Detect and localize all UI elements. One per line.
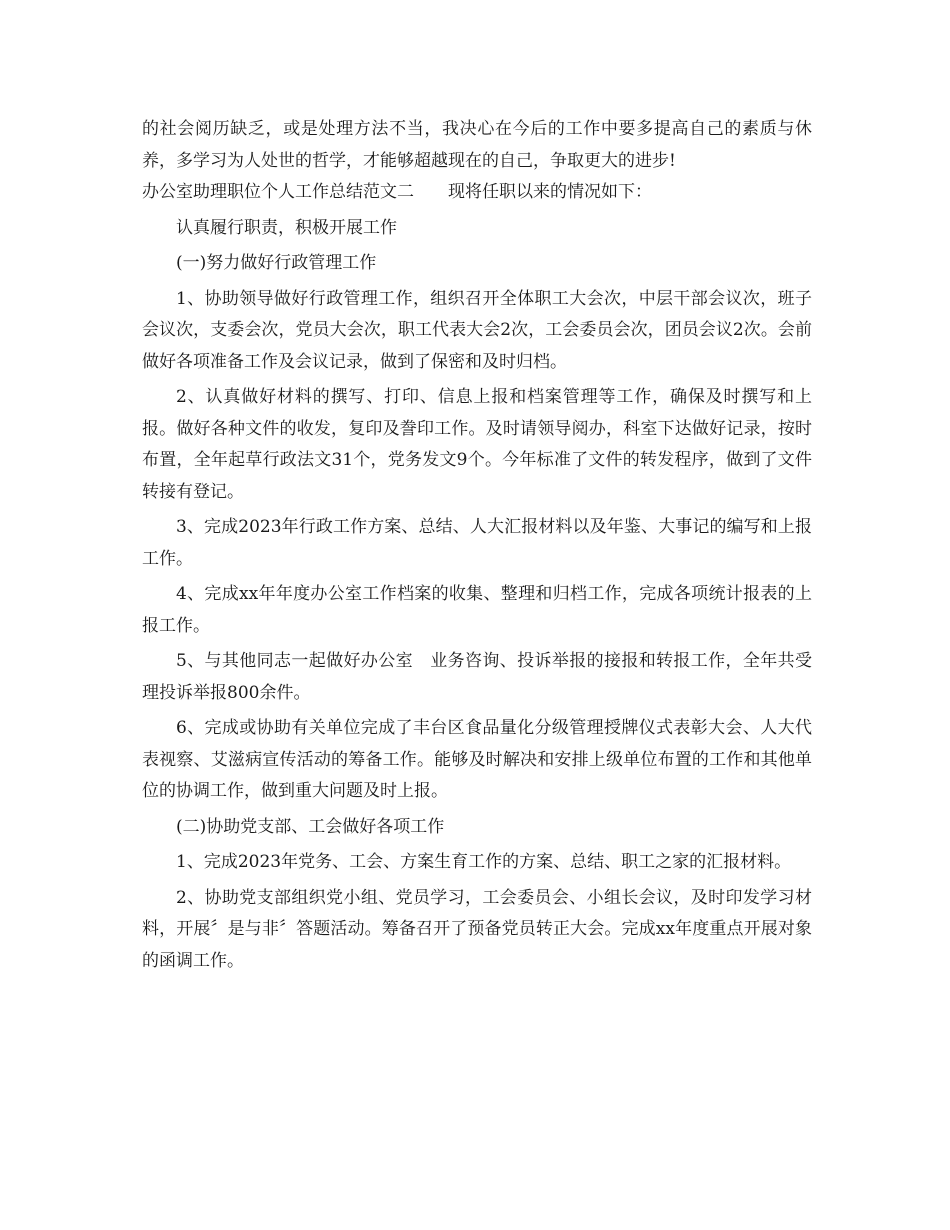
list-item: 4、完成xx年年度办公室工作档案的收集、整理和归档工作，完成各项统计报表的上报工作。 [142, 584, 812, 636]
list-item: 1、完成2023年党务、工会、方案生育工作的方案、总结、职工之家的汇报材料。 [176, 852, 792, 872]
document-title-line: 办公室助理职位个人工作总结范文二 现将任职以来的情况如下： [142, 182, 652, 202]
subsection-heading-2: (二)协助党支部、工会做好各项工作 [176, 816, 445, 837]
paragraph-continuation: 的社会阅历缺乏，或是处理方法不当，我决心在今后的工作中要多提高自己的素质与休养，多学习为人处世的哲学，才能够超越现在的自己，争取更大的进步! [142, 119, 812, 171]
subsection-heading-1: (一)努力做好行政管理工作 [176, 253, 377, 273]
document-body [142, 114, 812, 977]
list-item: 5、与其他同志一起做好办公室 业务咨询、投诉举报的接报和转报工作，全年共受理投诉举报800余件。 [142, 651, 812, 703]
list-item: 2、认真做好材料的撰写、打印、信息上报和档案管理等工作，确保及时撰写和上报。做好各种文件的收发，复印及誊印工作。及时请领导阅办，科室下达做好记录，按时布置，全年起草行政法文31个，党务发文9个。今年标准了文件的转发程序，做到了文件转接有登记。 [142, 387, 812, 502]
list-item: 6、完成或协助有关单位完成了丰台区食品量化分级管理授牌仪式表彰大会、人大代表视察、艾滋病宣传活动的筹备工作。能够及时解决和安排上级单位布置的工作和其他单位的协调工作，做到重大问题及时上报。 [142, 718, 812, 801]
list-item: 1、协助领导做好行政管理工作，组织召开全体职工大会次，中层干部会议次，班子会议次，支委会次，党员大会次，职工代表大会2次，工会委员会次，团员会议2次。会前做好各项准备工作及会议记录，做到了保密和及时归档。 [142, 288, 812, 372]
list-item: 2、协助党支部组织党小组、党员学习，工会委员会、小组长会议，及时印发学习材料，开展〞是与非〞答题活动。筹备召开了预备党员转正大会。完成xx年度重点开展对象的函调工作。 [142, 887, 812, 971]
section-heading: 认真履行职责，积极开展工作 [176, 217, 397, 238]
list-item: 3、完成2023年行政工作方案、总结、人大汇报材料以及年鉴、大事记的编写和上报工作。 [142, 517, 812, 569]
